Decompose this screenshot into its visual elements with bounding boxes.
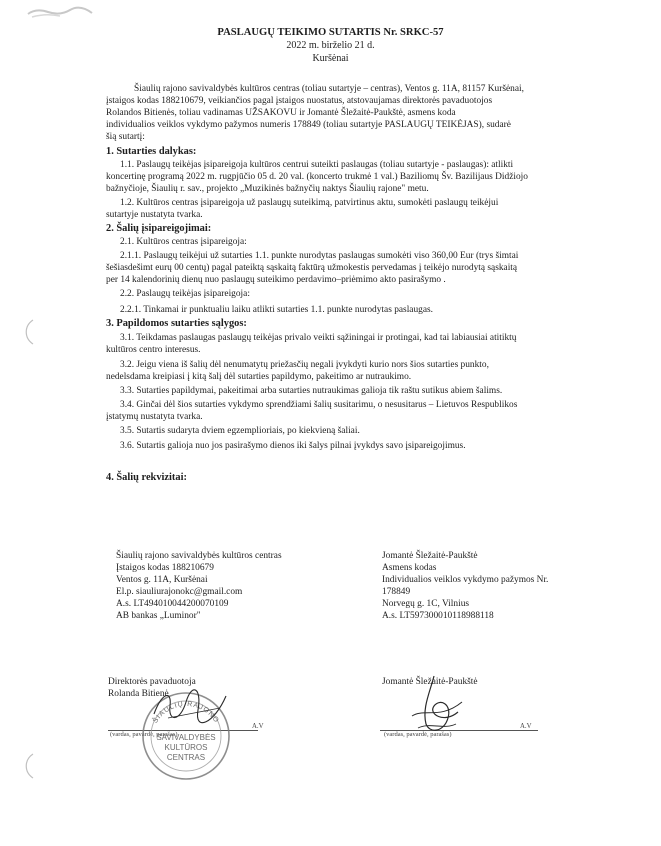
intro-line: individualios veiklos vykdymo pažymos numeris 178849 (toliau sutartyje PASLAUGŲ TEIKĖJAS), sudarė xyxy=(106,120,511,130)
party-left-line: A.s. LT494010044200070109 xyxy=(116,599,229,609)
signer-role: Direktorės pavaduotoja xyxy=(108,677,196,687)
party-left-line: Ventos g. 11A, Kuršėnai xyxy=(116,575,208,585)
clause-line: kultūros centro interesus. xyxy=(106,345,201,355)
clause-line: sutartyje nustatyta tvarka. xyxy=(106,210,203,220)
clause-line: bažnyčioje, Šiaulių r. sav., projekto „Muzikinės bažnyčių naktys Šiaulių rajone" metu. xyxy=(106,184,429,194)
signature-caption: (vardas, pavardė, parašas) xyxy=(110,731,178,738)
clause-line: 3.4. Ginčai dėl šios sutarties vykdymo sprendžiami šalių susitarimu, o nesusitarus – Lietuvos Respublikos xyxy=(120,400,518,410)
clause-line: 1.1. Paslaugų teikėjas įsipareigoja kultūros centrui suteikti paslaugas (toliau sutartyje - paslaugas): atlikti xyxy=(120,160,514,170)
clause-line: 3.5. Sutartis sudaryta dviem egzemplioriais, po kiekvieną šaliai. xyxy=(120,426,360,436)
intro-line: Šiaulių rajono savivaldybės kultūros centras (toliau sutartyje – centras), Ventos g. 11A, 81157 Kuršėnai, xyxy=(134,84,524,94)
party-left-line: Įstaigos kodas 188210679 xyxy=(116,563,214,573)
intro-line: įstaigos kodas 188210679, veikiančios pagal įstaigos nuostatus, atstovaujamas direktorės pavaduotojos xyxy=(106,96,493,106)
stamp-place-label: A.V xyxy=(520,723,532,730)
section-heading: 1. Sutarties dalykas: xyxy=(106,146,197,157)
clause-line: 2.2.1. Tinkamai ir punktualiu laiku atlikti sutarties 1.1. punkte nurodytas paslaugas. xyxy=(120,305,433,315)
party-left-line: AB bankas „Luminor" xyxy=(116,611,201,621)
clause-line: 2.2. Paslaugų teikėjas įsipareigoja: xyxy=(120,289,250,299)
stamp-line: KULTŪROS xyxy=(164,743,208,752)
clause-line: 1.2. Kultūros centras įsipareigoja už paslaugų suteikimą, patvirtinus aktu, sumokėti paslaugų teikėjui xyxy=(120,198,499,208)
clause-line: per 14 kalendorinių dienų nuo paslaugų suteikimo perdavimo–priėmimo akto pasirašymo . xyxy=(106,275,446,285)
party-right-line: A.s. LT597300010118988118 xyxy=(382,611,494,621)
signature-caption: (vardas, pavardė, parašas) xyxy=(384,731,452,738)
party-right-line: 178849 xyxy=(382,587,411,597)
clause-line: nedelsdama kreipiasi į kitą šalį dėl sutarties papildymo, pakeitimo ar nutraukimo. xyxy=(106,372,412,382)
intro-line: šią sutartį: xyxy=(106,132,145,142)
section-heading: 4. Šalių rekvizitai: xyxy=(106,472,187,483)
party-right-line: Individualios veiklos vykdymo pažymos Nr. xyxy=(382,575,549,585)
clause-line: 3.1. Teikdamas paslaugas paslaugų teikėjas privalo veikti sąžiningai ir protingai, kad tai labiausiai atitiktų xyxy=(120,333,517,343)
clause-line: 2.1. Kultūros centras įsipareigoja: xyxy=(120,237,247,247)
signature-left xyxy=(150,684,230,728)
section-heading: 3. Papildomos sutarties sąlygos: xyxy=(106,318,247,329)
party-left-line: El.p. siauliurajonokc@gmail.com xyxy=(116,587,243,597)
clause-line: 2.1.1. Paslaugų teikėjui už sutarties 1.1. punkte nurodytas paslaugas sumokėti viso 360,00 Eur (trys šimtai xyxy=(120,251,519,261)
contract-title: PASLAUGŲ TEIKIMO SUTARTIS Nr. SRKC-57 xyxy=(217,27,444,38)
punch-hole-mark xyxy=(22,752,36,780)
contract-place: Kuršėnai xyxy=(312,53,349,64)
clause-line: 3.3. Sutarties papildymai, pakeitimai arba sutarties nutraukimas galioja tik raštu sutikus abiem šalims. xyxy=(120,386,503,396)
clause-line: 3.2. Jeigu viena iš šalių dėl nenumatytų priežasčių negali įvykdyti kurio nors šios sutarties punkto, xyxy=(120,360,489,370)
signature-right xyxy=(404,672,468,738)
party-right-line: Norvegų g. 1C, Vilnius xyxy=(382,599,470,609)
stamp-line: CENTRAS xyxy=(166,753,206,762)
signer-name: Jomantė Šležaitė-Paukštė xyxy=(382,677,478,687)
clause-line: įstatymų nustatyta tvarka. xyxy=(106,412,203,422)
signer-name: Rolanda Bitienė xyxy=(108,689,169,699)
stamp-line: SAVIVALDYBĖS xyxy=(156,733,216,742)
section-heading: 2. Šalių įsipareigojimai: xyxy=(106,223,212,234)
party-right-line: Asmens kodas xyxy=(382,563,437,573)
party-right-line: Jomantė Šležaitė-Paukštė xyxy=(382,551,478,561)
clause-line: koncertinę programą 2022 m. rugpjūčio 05 d. 20 val. (koncerto trukmė 1 val.) Baziliomų Šv. Bazilijaus Didžiojo xyxy=(106,172,528,182)
clause-line: šešiasdešimt eurų 00 centų) pagal pateiktą sąskaitą faktūrą užmokestis pervedamas į teikėjo nurodytą sąskaitą xyxy=(106,263,518,273)
stamp-place-label: A.V xyxy=(252,723,264,730)
stamp-outer-text: ŠIAULIŲ RAJONO xyxy=(151,700,221,725)
clause-line: 3.6. Sutartis galioja nuo jos pasirašymo dienos iki šalys pilnai įvykdys savo įsipareigojimus. xyxy=(120,441,466,451)
intro-line: Rolandos Bitienės, toliau vadinamas UŽSAKOVU ir Jomantė Šležaitė-Paukštė, asmens koda xyxy=(106,108,456,118)
punch-hole-mark xyxy=(22,318,36,346)
scan-artifact-mark xyxy=(26,4,96,20)
party-left-line: Šiaulių rajono savivaldybės kultūros centras xyxy=(116,551,282,561)
contract-date: 2022 m. birželio 21 d. xyxy=(286,40,375,51)
